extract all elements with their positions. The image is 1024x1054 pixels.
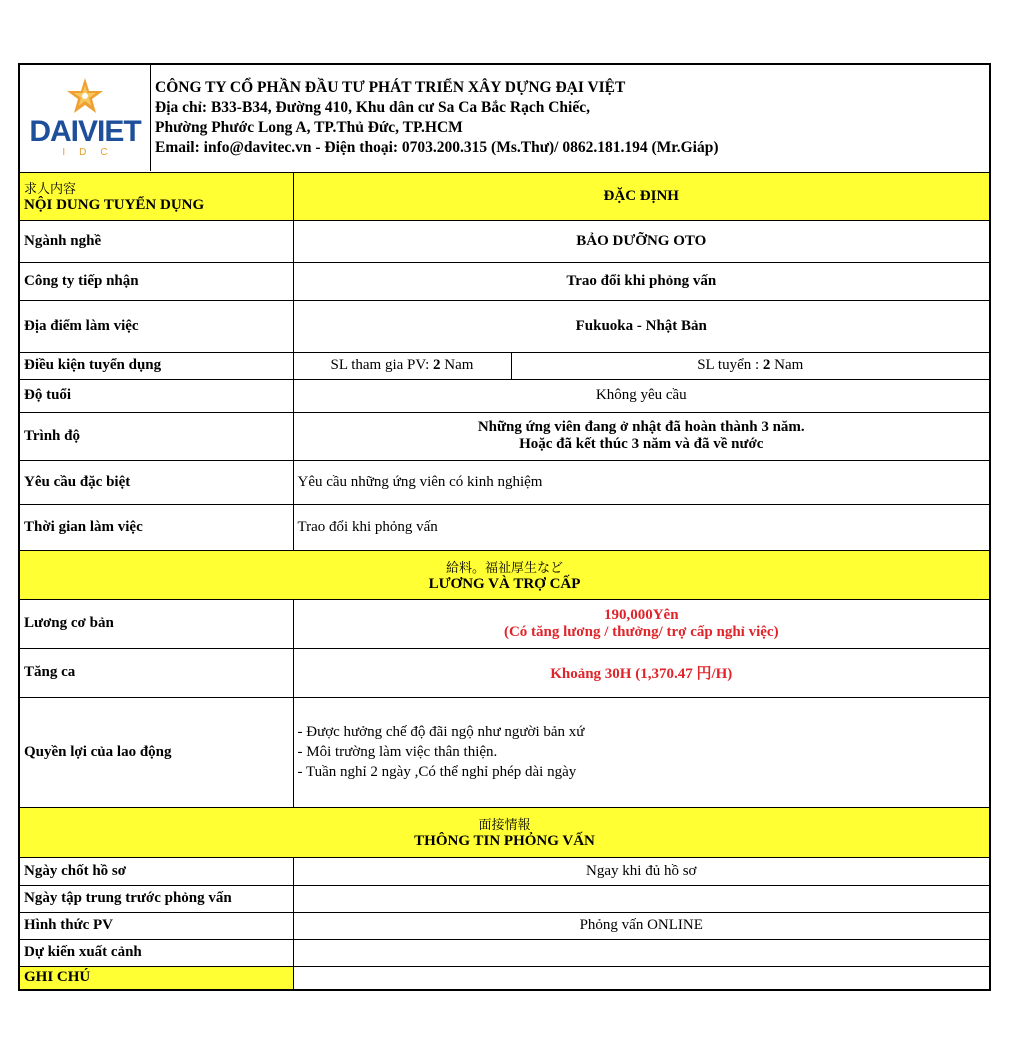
label-nganh-nghe: Ngành nghề (19, 220, 293, 262)
label-do-tuoi: Độ tuổi (19, 379, 293, 412)
label-dia-diem: Địa điểm làm việc (19, 300, 293, 352)
section-interview-title: THÔNG TIN PHỎNG VẤN (414, 833, 595, 849)
row-do-tuoi (19, 379, 990, 412)
row-ghi-chu (19, 966, 990, 990)
section-salary-title: LƯƠNG VÀ TRỢ CẤP (428, 575, 581, 592)
value-trinh-do (293, 412, 990, 460)
sl-pv-prefix: SL tham gia PV: (330, 357, 434, 373)
label-quyen-loi: Quyền lợi của lao động (19, 697, 293, 807)
row-ngay-chot (19, 857, 990, 885)
section-interview-header (19, 807, 990, 857)
section-interview-title-cell (19, 807, 990, 857)
label-luong: Lương cơ bản (19, 599, 293, 648)
benefit-item: - Được hưởng chế độ đãi ngộ như người bản xứ (297, 724, 585, 740)
value-ngay-tap-trung (293, 885, 990, 912)
sl-pv-num: 2 (433, 357, 441, 373)
section-content-label-jp: 求人内容 (24, 182, 77, 197)
section-content-label (19, 172, 293, 220)
section-salary-header (19, 550, 990, 599)
label-ngay-tap-trung: Ngày tập trung trước phỏng vấn (19, 885, 293, 912)
sl-tuyen-num: 2 (762, 357, 771, 373)
row-du-kien (19, 939, 990, 966)
label-ghi-chu: GHI CHÚ (19, 966, 293, 990)
section-salary-title-cell (19, 550, 990, 599)
benefits-list (298, 722, 986, 782)
label-du-kien: Dự kiến xuất cảnh (19, 939, 293, 966)
trinh-do-line-1: Những ứng viên đang ở nhật đã hoàn thành 3 năm. (477, 419, 805, 435)
row-thoi-gian (19, 504, 990, 550)
luong-line-2: (Có tăng lương / thưởng/ trợ cấp nghỉ việc) (503, 623, 779, 640)
label-hinh-thuc: Hình thức PV (19, 912, 293, 939)
section-content-header (19, 172, 990, 220)
label-tang-ca: Tăng ca (19, 648, 293, 697)
job-table (18, 63, 991, 991)
job-sheet (18, 63, 989, 991)
row-cong-ty (19, 262, 990, 300)
value-yeu-cau: Yêu cầu những ứng viên có kinh nghiệm (293, 460, 990, 504)
value-cong-ty: Trao đổi khi phỏng vấn (293, 262, 990, 300)
value-ghi-chu (293, 966, 990, 990)
benefit-item: - Môi trường làm việc thân thiện. (297, 744, 498, 760)
value-du-kien (293, 939, 990, 966)
trinh-do-line-2: Hoặc đã kết thúc 3 năm và đã về nước (519, 436, 764, 452)
row-quyen-loi (19, 697, 990, 807)
label-ngay-chot: Ngày chốt hồ sơ (19, 857, 293, 885)
value-sl-pv (293, 352, 511, 379)
value-ngay-chot: Ngay khi đủ hồ sơ (293, 857, 990, 885)
sl-tuyen-prefix: SL tuyển : (697, 357, 763, 373)
label-thoi-gian: Thời gian làm việc (19, 504, 293, 550)
label-trinh-do: Trình độ (19, 412, 293, 460)
logo-sub: IDC (62, 147, 122, 159)
value-do-tuoi: Không yêu cầu (293, 379, 990, 412)
row-ngay-tap-trung (19, 885, 990, 912)
value-dia-diem: Fukuoka - Nhật Bản (293, 300, 990, 352)
row-yeu-cau (19, 460, 990, 504)
sl-tuyen-suffix: Nam (770, 357, 804, 373)
value-quyen-loi (293, 697, 990, 807)
section-salary-title-jp: 給料。福祉厚生など (446, 560, 564, 576)
value-hinh-thuc: Phỏng vấn ONLINE (293, 912, 990, 939)
section-content-value: ĐẶC ĐỊNH (293, 172, 990, 220)
value-luong (293, 599, 990, 648)
company-header (19, 64, 990, 172)
sl-pv-suffix: Nam (440, 357, 474, 373)
star-logo-icon (65, 77, 105, 117)
section-content-label-vi: NỘI DUNG TUYỂN DỤNG (24, 197, 205, 213)
company-address-1: Địa chỉ: B33-B34, Đường 410, Khu dân cư Sa Ca Bắc Rạch Chiếc, (155, 99, 590, 117)
value-nganh-nghe: BẢO DƯỠNG OTO (293, 220, 990, 262)
value-tang-ca: Khoảng 30H (1,370.47 円/H) (293, 648, 990, 697)
row-dia-diem (19, 300, 990, 352)
row-hinh-thuc (19, 912, 990, 939)
company-name: CÔNG TY CỔ PHẦN ĐẦU TƯ PHÁT TRIỂN XÂY DỰNG ĐẠI VIỆT (155, 79, 626, 97)
row-dieu-kien (19, 352, 990, 379)
label-yeu-cau: Yêu cầu đặc biệt (19, 460, 293, 504)
row-tang-ca (19, 648, 990, 697)
benefit-item: - Tuần nghỉ 2 ngày ,Có thể nghỉ phép dài ngày (297, 764, 577, 780)
row-trinh-do (19, 412, 990, 460)
label-dieu-kien: Điều kiện tuyển dụng (19, 352, 293, 379)
logo-brand: DAIVIET (29, 115, 141, 149)
label-cong-ty: Công ty tiếp nhận (19, 262, 293, 300)
company-logo (20, 65, 151, 171)
company-info (151, 78, 718, 158)
company-contact: Email: info@davitec.vn - Điện thoại: 0703.200.315 (Ms.Thư)/ 0862.181.194 (Mr.Giáp) (155, 139, 719, 157)
row-nganh-nghe (19, 220, 990, 262)
section-interview-title-jp: 面接情報 (478, 818, 531, 833)
value-sl-tuyen (511, 352, 990, 379)
company-address-2: Phường Phước Long A, TP.Thủ Đức, TP.HCM (155, 119, 463, 137)
luong-line-1: 190,000Yên (603, 606, 679, 623)
value-thoi-gian: Trao đổi khi phỏng vấn (293, 504, 990, 550)
row-luong (19, 599, 990, 648)
